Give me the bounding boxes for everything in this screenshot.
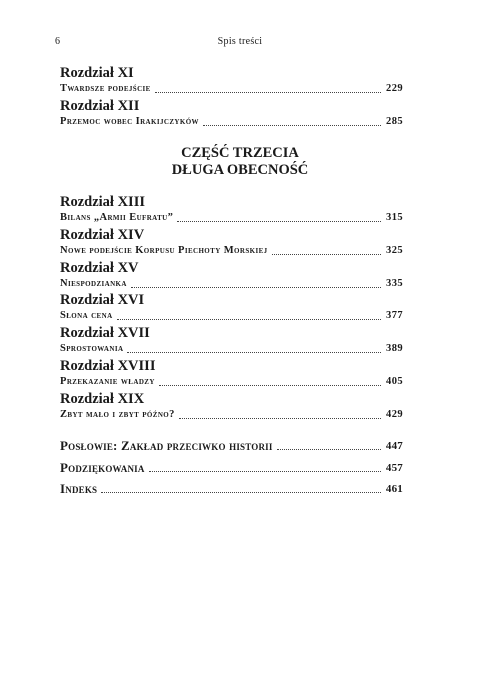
chapter-title-line [60, 82, 403, 96]
toc-entry-chapter-15[interactable] [60, 260, 403, 291]
part-title: DŁUGA OBECNOŚĆ [171, 162, 309, 178]
chapter-title: Zbyt mało i zbyt późno? [60, 409, 175, 420]
chapter-title: Nowe podejście Korpusu Piechoty Morskiej [60, 245, 268, 256]
chapter-page: 429 [386, 409, 403, 420]
chapter-title-line [60, 244, 403, 258]
entry-page: 447 [385, 440, 403, 452]
chapter-title: Sprostowania [60, 343, 124, 354]
chapter-page: 389 [386, 343, 403, 354]
chapter-number: Rozdział XII [60, 98, 140, 114]
chapter-title-line [60, 375, 403, 389]
toc-entry-chapter-18[interactable] [60, 358, 403, 389]
dot-leader [101, 492, 381, 493]
dot-leader [203, 125, 381, 126]
toc-entry-afterword[interactable] [60, 438, 403, 454]
entry-title: Posłowie: Zakład przeciwko historii [60, 438, 273, 453]
dot-leader [159, 385, 381, 386]
dot-leader [155, 92, 381, 93]
chapter-title: Twardsze podejście [60, 83, 151, 94]
chapter-number: Rozdział XVIII [60, 358, 156, 374]
chapter-number: Rozdział XVI [60, 292, 145, 308]
chapter-title-line [60, 309, 403, 323]
toc-entry-chapter-17[interactable] [60, 325, 403, 356]
dot-leader [131, 287, 381, 288]
chapter-number: Rozdział XIV [60, 227, 145, 243]
chapter-number: Rozdział XIX [60, 391, 145, 407]
running-head [55, 36, 425, 50]
toc-entry-chapter-12[interactable] [60, 98, 403, 129]
chapter-page: 405 [386, 376, 403, 387]
chapter-title-line [60, 277, 403, 291]
dot-leader [149, 471, 381, 472]
toc-entry-chapter-14[interactable] [60, 227, 403, 258]
dot-leader [179, 418, 381, 419]
toc-entry-chapter-16[interactable] [60, 292, 403, 323]
chapter-title: Przekazanie władzy [60, 376, 155, 387]
toc-entry-chapter-13[interactable] [60, 194, 403, 225]
chapter-page: 377 [386, 310, 403, 321]
chapter-title-line [60, 408, 403, 422]
chapter-page: 335 [386, 278, 403, 289]
chapter-number: Rozdział XI [60, 65, 134, 81]
chapter-page: 229 [386, 83, 403, 94]
chapter-page: 315 [386, 212, 403, 223]
toc-entry-index[interactable] [60, 481, 403, 497]
chapter-number: Rozdział XIII [60, 194, 145, 210]
entry-page: 457 [385, 462, 403, 474]
chapter-title: Niespodzianka [60, 278, 127, 289]
chapter-number: Rozdział XV [60, 260, 139, 276]
entry-title: Indeks [60, 481, 98, 496]
chapter-page: 285 [386, 116, 403, 127]
entry-page: 461 [385, 483, 403, 495]
dot-leader [127, 352, 381, 353]
chapter-title-line [60, 211, 403, 225]
chapter-title-line [60, 115, 403, 129]
page-number: 6 [55, 36, 60, 47]
part-label: CZĘŚĆ TRZECIA [181, 145, 299, 161]
dot-leader [277, 449, 381, 450]
entry-title: Podziękowania [60, 460, 145, 475]
chapter-page: 325 [386, 245, 403, 256]
dot-leader [177, 221, 381, 222]
dot-leader [272, 254, 382, 255]
toc-entry-chapter-11[interactable] [60, 65, 403, 96]
toc-entry-acknowledgements[interactable] [60, 460, 403, 476]
toc-entry-chapter-19[interactable] [60, 391, 403, 422]
chapter-title-line [60, 342, 403, 356]
chapter-title: Bilans „Armii Eufratu” [60, 212, 174, 223]
chapter-title: Słona cena [60, 310, 113, 321]
dot-leader [117, 319, 382, 320]
chapter-number: Rozdział XVII [60, 325, 150, 341]
chapter-title: Przemoc wobec Irakijczyków [60, 116, 199, 127]
running-title: Spis treści [217, 36, 263, 47]
